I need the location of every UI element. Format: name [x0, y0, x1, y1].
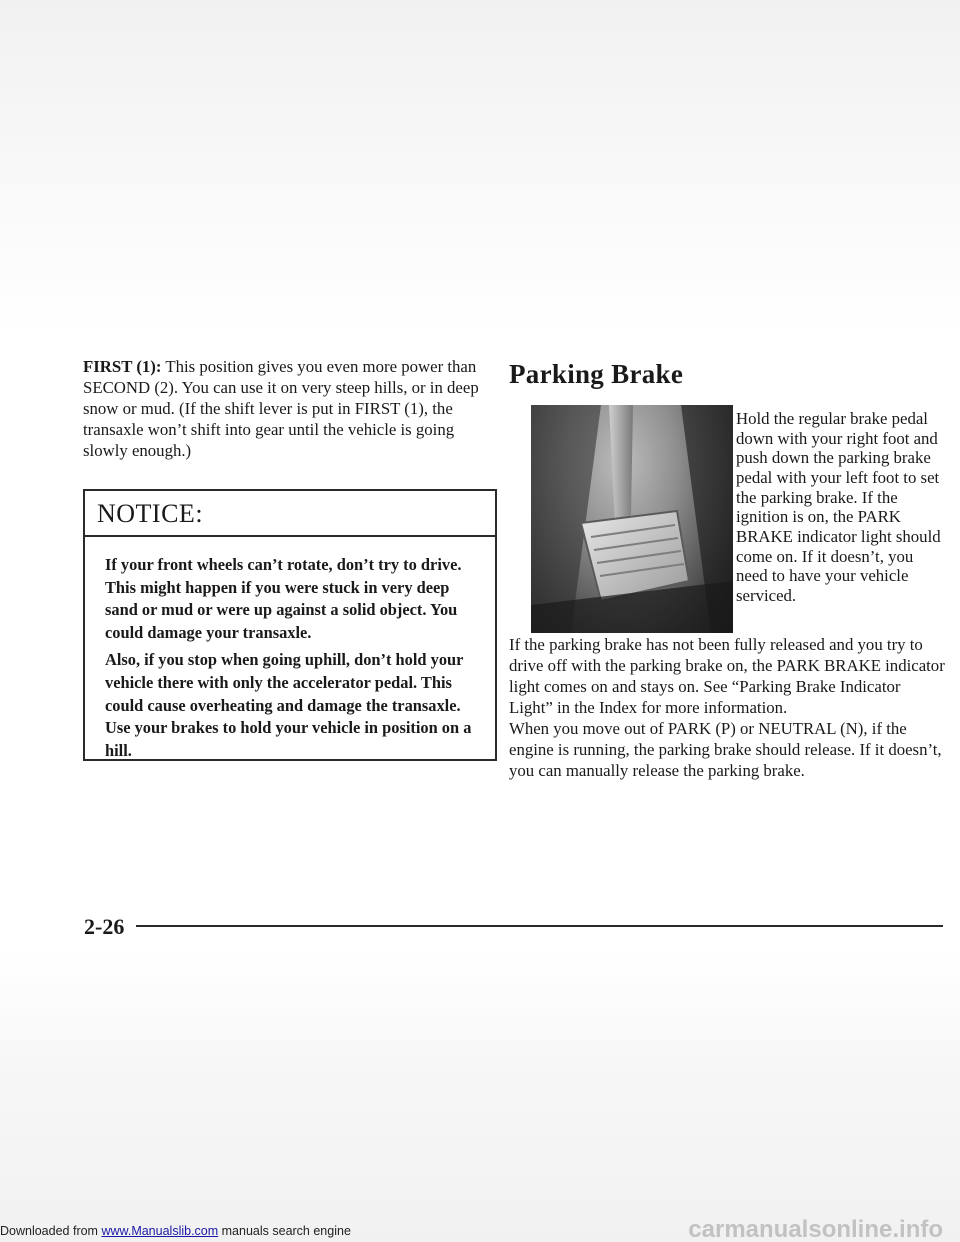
notice-body	[85, 537, 495, 762]
parking-brake-instructions: Hold the regular brake pedal down with your right foot and push down the parking brake pedal with your left foot to set the parking brake. If the ignition is on, the PARK BRAKE indicator light should come on. If it doesn’t, you need to have your vehicle serviced.	[736, 408, 941, 606]
parking-brake-figure-row	[509, 402, 945, 634]
automatic-release-paragraph: When you move out of PARK (P) or NEUTRAL (N), if the engine is running, the parking brake should release. If it doesn’t, you can manually release the parking brake.	[509, 719, 942, 780]
parking-brake-pedal-illustration	[531, 405, 733, 633]
notice-heading: NOTICE:	[85, 491, 495, 537]
first-gear-paragraph	[83, 356, 501, 461]
parking-brake-release-paragraph: If the parking brake has not been fully released and you try to drive off with the parking brake on, the PARK BRAKE indicator light comes on and stays on. See “Parking Brake Indicator Light” in the Index for more information.	[509, 635, 945, 717]
right-column	[509, 356, 945, 781]
manualslib-link[interactable]: www.Manualslib.com	[101, 1224, 219, 1238]
section-title: Parking Brake	[509, 359, 684, 389]
notice-paragraph: If your front wheels can’t rotate, don’t try to drive. This might happen if you were stuck in very deep sand or mud or were up against a solid object. You could damage your transaxle.	[105, 555, 462, 642]
footer-prefix: Downloaded from	[0, 1224, 102, 1238]
footer-rule	[136, 925, 943, 927]
left-column	[83, 356, 501, 761]
page-bottom-shading	[0, 950, 960, 1242]
watermark: carmanualsonline.info	[688, 1216, 943, 1242]
parking-brake-pedal-photo	[531, 405, 733, 633]
notice-paragraph: Also, if you stop when going uphill, don’t hold your vehicle there with only the accelerator pedal. This could cause overheating and damage the transaxle. Use your brakes to hold your vehicle in position on a hill.	[105, 650, 472, 760]
footer-suffix: manuals search engine	[218, 1224, 351, 1238]
notice-box	[83, 489, 497, 761]
page-top-shading	[0, 0, 960, 340]
first-gear-text: This position gives you even more power than SECOND (2). You can use it on very steep hills, or in deep snow or mud. (If the shift lever is put in FIRST (1), the transaxle won’t shift into gear until the vehicle is going slowly enough.)	[83, 357, 479, 460]
download-footer	[0, 1224, 351, 1238]
first-gear-label: FIRST (1):	[83, 357, 162, 376]
page-number: 2-26	[84, 914, 125, 939]
